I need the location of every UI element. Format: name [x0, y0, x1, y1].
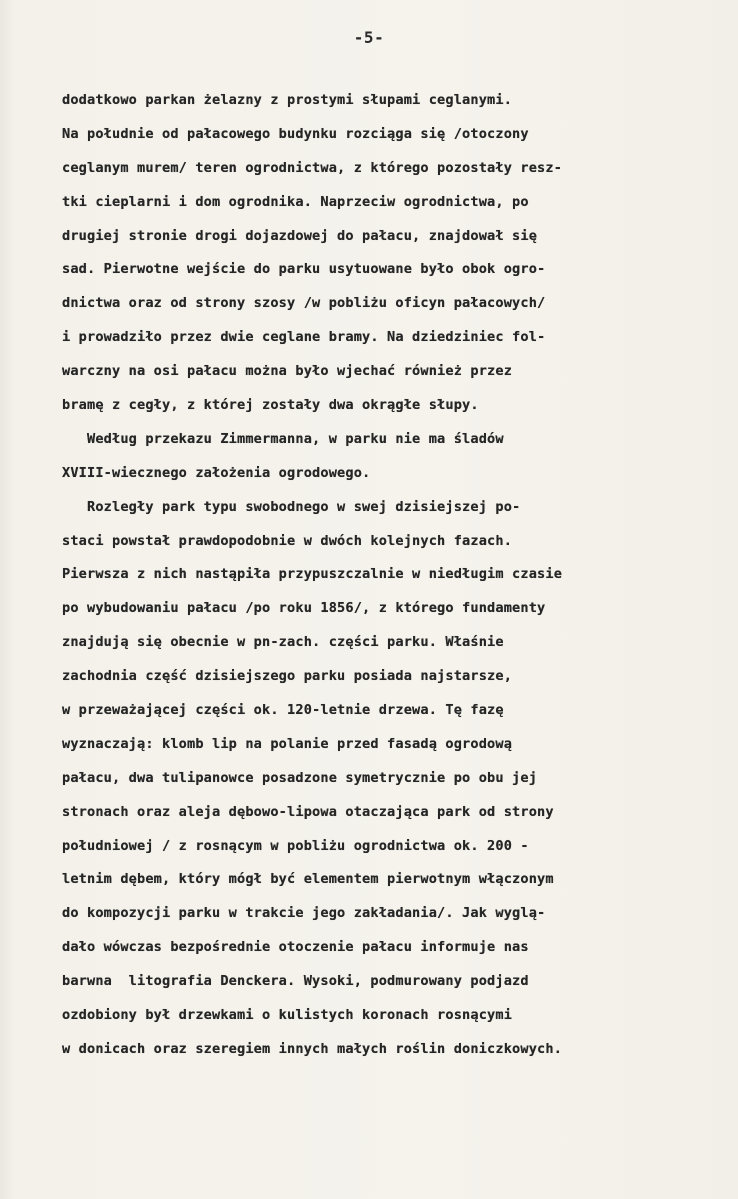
- text-line: drugiej stronie drogi dojazdowej do pałacu, znajdował się: [62, 227, 538, 244]
- text-line: Na południe od pałacowego budynku rozciąga się /otoczony: [62, 125, 529, 142]
- body-text: [62, 86, 702, 1069]
- text-line: warczny na osi pałacu można było wjechać również przez: [62, 363, 513, 380]
- text-line: XVIII-wiecznego założenia ogrodowego.: [62, 464, 371, 481]
- text-line: Według przekazu Zimmermanna, w parku nie ma śladów: [62, 430, 504, 447]
- text-line: staci powstał prawdopodobnie w dwóch kolejnych fazach.: [62, 532, 513, 549]
- text-line: ozdobiony był drzewkami o kulistych koronach rosnącymi: [62, 1007, 513, 1024]
- text-line: dodatkowo parkan żelazny z prostymi słupami ceglanymi.: [62, 92, 513, 108]
- text-line: dało wówczas bezpośrednie otoczenie pałacu informuje nas: [62, 939, 529, 956]
- text-line: Pierwsza z nich nastąpiła przypuszczalnie w niedługim czasie: [62, 566, 563, 583]
- text-line: południowej / z rosnącym w pobliżu ogrodnictwa ok. 200 -: [62, 837, 529, 854]
- text-line: znajdują się obecnie w pn-zach. części parku. Właśnie: [62, 634, 504, 651]
- text-line: i prowadziło przez dwie ceglane bramy. Na dziedziniec fol-: [62, 329, 546, 346]
- text-line: bramę z cegły, z której zostały dwa okrągłe słupy.: [62, 397, 479, 414]
- text-line: barwna litografia Denckera. Wysoki, podmurowany podjazd: [62, 973, 529, 990]
- text-line: wyznaczają: klomb lip na polanie przed fasadą ogrodową: [62, 735, 513, 752]
- text-line: po wybudowaniu pałacu /po roku 1856/, z którego fundamenty: [62, 600, 546, 617]
- text-line: stronach oraz aleja dębowo-lipowa otaczająca park od strony: [62, 803, 554, 820]
- text-line: ceglanym murem/ teren ogrodnictwa, z którego pozostały resz-: [62, 159, 563, 176]
- text-line: Rozległy park typu swobodnego w swej dzisiejszej po-: [62, 498, 521, 515]
- text-line: zachodnia część dzisiejszego parku posiada najstarsze,: [62, 668, 513, 685]
- text-line: tki cieplarni i dom ogrodnika. Naprzeciw ogrodnictwa, po: [62, 193, 529, 210]
- text-line: dnictwa oraz od strony szosy /w pobliżu oficyn pałacowych/: [62, 295, 546, 312]
- page-number: -5-: [353, 28, 385, 47]
- text-line: letnim dębem, który mógł być elementem pierwotnym włączonym: [62, 871, 554, 888]
- text-line: pałacu, dwa tulipanowce posadzone symetrycznie po obu jej: [62, 769, 538, 786]
- text-line: w przeważającej części ok. 120-letnie drzewa. Tę fazę: [62, 702, 504, 719]
- text-line: w donicach oraz szeregiem innych małych roślin doniczkowych.: [62, 1040, 563, 1057]
- text-line: sad. Pierwotne wejście do parku usytuowane było obok ogro-: [62, 261, 546, 278]
- text-line: do kompozycji parku w trakcie jego zakładania/. Jak wyglą-: [62, 905, 546, 922]
